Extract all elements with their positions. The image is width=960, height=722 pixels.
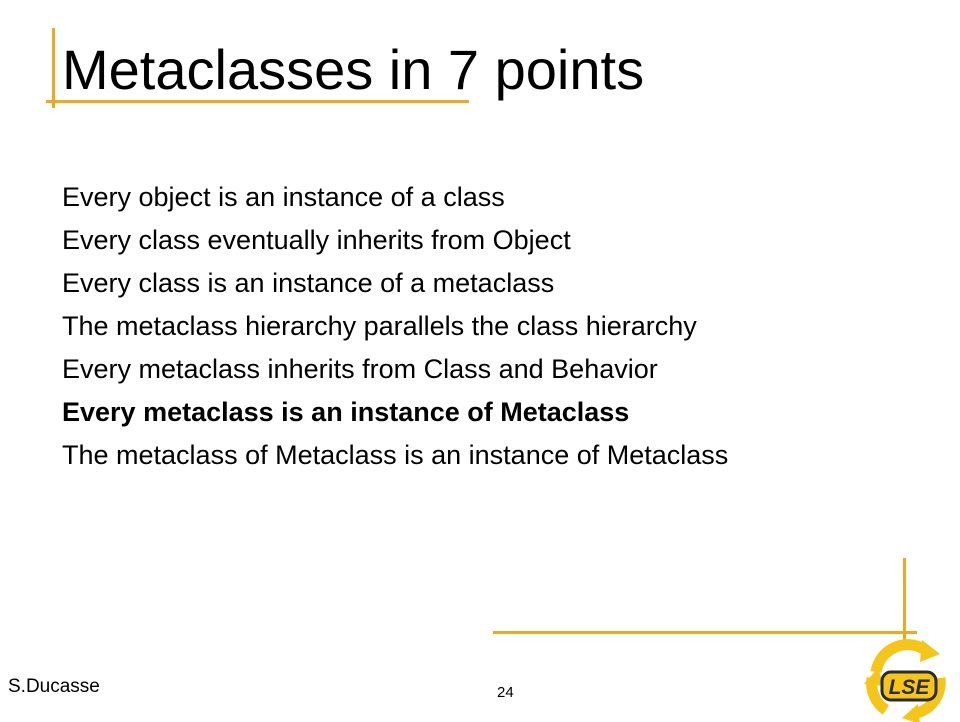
points-list: [62, 176, 902, 473]
point-item: The metaclass hierarchy parallels the class hierarchy: [62, 311, 697, 341]
logo-text: LSE: [888, 676, 930, 699]
point-item: Every metaclass is an instance of Metaclass: [62, 397, 630, 427]
footer-accent-vertical-line: [903, 558, 906, 642]
point-item: Every class is an instance of a metaclass: [62, 268, 555, 298]
page-number: 24: [497, 684, 514, 701]
title-accent-vertical-line: [52, 28, 55, 108]
author-name: S.Ducasse: [8, 676, 100, 697]
slide-title: Metaclasses in 7 points: [62, 38, 645, 101]
footer-accent-horizontal-line: [493, 631, 917, 634]
lse-logo: [856, 638, 956, 722]
point-item: Every class eventually inherits from Object: [62, 225, 571, 255]
point-item: Every metaclass inherits from Class and Behavior: [62, 354, 658, 384]
point-item: The metaclass of Metaclass is an instance of Metaclass: [62, 440, 729, 470]
point-item: Every object is an instance of a class: [62, 182, 505, 212]
